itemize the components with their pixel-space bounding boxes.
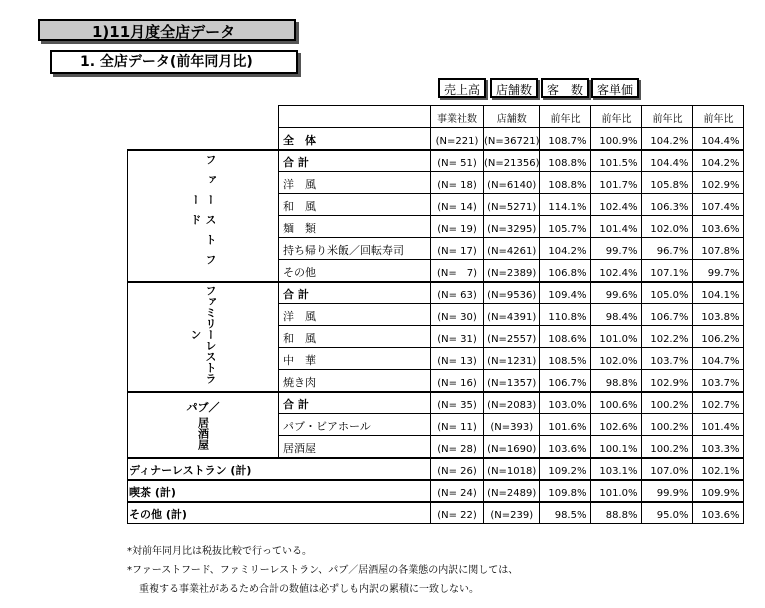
- row-label: 和 風: [279, 194, 431, 216]
- row-label: 全 体: [279, 128, 431, 150]
- cell-companies: (N= 35): [431, 392, 484, 414]
- row-label: ディナーレストラン (計): [128, 458, 431, 480]
- cell-unit-price: 103.6%: [693, 216, 744, 238]
- cell-sales: 106.7%: [540, 370, 591, 392]
- cell-unit-price: 102.1%: [693, 458, 744, 480]
- cell-stores: (N=1231): [484, 348, 540, 370]
- cell-customers: 102.0%: [642, 216, 693, 238]
- header-companies: 事業社数: [431, 106, 484, 128]
- row-label: 洋 風: [279, 172, 431, 194]
- cell-unit-price: 109.9%: [693, 480, 744, 502]
- row-label: 喫茶 (計): [128, 480, 431, 502]
- table-row: [128, 458, 744, 480]
- row-label: その他: [279, 260, 431, 282]
- cell-companies: (N= 63): [431, 282, 484, 304]
- cell-sales: 109.4%: [540, 282, 591, 304]
- cell-stores: (N=2083): [484, 392, 540, 414]
- cell-store-count: 101.7%: [591, 172, 642, 194]
- cell-store-count: 99.6%: [591, 282, 642, 304]
- footnotes: [127, 545, 518, 602]
- table-row: [128, 150, 744, 172]
- cell-customers: 102.9%: [642, 370, 693, 392]
- cell-stores: (N=9536): [484, 282, 540, 304]
- cell-store-count: 101.0%: [591, 480, 642, 502]
- group-label-line: パブ／: [186, 400, 220, 414]
- cell-customers: 106.7%: [642, 304, 693, 326]
- cell-store-count: 102.6%: [591, 414, 642, 436]
- cell-customers: 100.2%: [642, 436, 693, 458]
- row-label: 洋 風: [279, 304, 431, 326]
- cell-store-count: 102.0%: [591, 348, 642, 370]
- cell-store-count: 99.7%: [591, 238, 642, 260]
- cell-stores: (N=1357): [484, 370, 540, 392]
- cell-companies: (N= 51): [431, 150, 484, 172]
- cell-companies: (N= 18): [431, 172, 484, 194]
- cell-unit-price: 103.7%: [693, 370, 744, 392]
- cell-sales: 109.2%: [540, 458, 591, 480]
- table-row: [128, 392, 744, 414]
- cell-customers: 107.0%: [642, 458, 693, 480]
- cell-unit-price: 103.6%: [693, 502, 744, 524]
- cell-companies: (N= 11): [431, 414, 484, 436]
- cell-store-count: 98.4%: [591, 304, 642, 326]
- header-yoy-stores: 前年比: [591, 106, 642, 128]
- cell-companies: (N= 16): [431, 370, 484, 392]
- cell-store-count: 101.0%: [591, 326, 642, 348]
- cell-sales: 108.5%: [540, 348, 591, 370]
- cell-unit-price: 104.4%: [693, 128, 744, 150]
- cell-customers: 100.2%: [642, 414, 693, 436]
- footnote: 重複する事業社があるため合計の数値は必ずしも内訳の累積に一致しない。: [139, 584, 479, 595]
- row-label: 居酒屋: [279, 436, 431, 458]
- cell-stores: (N=393): [484, 414, 540, 436]
- cell-stores: (N=1690): [484, 436, 540, 458]
- row-label: 和 風: [279, 326, 431, 348]
- cell-store-count: 103.1%: [591, 458, 642, 480]
- row-label: 焼き肉: [279, 370, 431, 392]
- cell-stores: (N=6140): [484, 172, 540, 194]
- row-label: 合 計: [279, 282, 431, 304]
- cell-companies: (N= 31): [431, 326, 484, 348]
- group-label-line: 居酒屋: [196, 416, 210, 450]
- cell-store-count: 100.6%: [591, 392, 642, 414]
- cell-store-count: 98.8%: [591, 370, 642, 392]
- cell-sales: 103.6%: [540, 436, 591, 458]
- cell-stores: (N=3295): [484, 216, 540, 238]
- cell-store-count: 102.4%: [591, 194, 642, 216]
- footnote: *対前年同月比は税抜比較で行っている。: [127, 546, 312, 557]
- cell-store-count: 102.4%: [591, 260, 642, 282]
- cell-sales: 104.2%: [540, 238, 591, 260]
- cell-sales: 110.8%: [540, 304, 591, 326]
- group-label-family-restaurant: [128, 282, 279, 392]
- cell-store-count: 100.9%: [591, 128, 642, 150]
- cell-companies: (N= 24): [431, 480, 484, 502]
- cell-companies: (N= 30): [431, 304, 484, 326]
- cell-sales: 108.7%: [540, 128, 591, 150]
- cell-sales: 108.8%: [540, 150, 591, 172]
- cell-customers: 96.7%: [642, 238, 693, 260]
- cell-customers: 106.3%: [642, 194, 693, 216]
- cell-customers: 107.1%: [642, 260, 693, 282]
- cell-store-count: 100.1%: [591, 436, 642, 458]
- group-label-text: ファミリーレストラン: [189, 285, 217, 384]
- cell-companies: (N= 13): [431, 348, 484, 370]
- cell-companies: (N= 26): [431, 458, 484, 480]
- group-label-text: ファーストフード: [189, 153, 217, 274]
- cell-companies: (N= 28): [431, 436, 484, 458]
- cell-unit-price: 106.2%: [693, 326, 744, 348]
- table-row: [128, 480, 744, 502]
- group-label-pub: [128, 392, 279, 458]
- cell-sales: 101.6%: [540, 414, 591, 436]
- cell-stores: (N=239): [484, 502, 540, 524]
- cell-customers: 104.4%: [642, 150, 693, 172]
- cell-customers: 100.2%: [642, 392, 693, 414]
- cell-sales: 103.0%: [540, 392, 591, 414]
- cell-stores: (N=2557): [484, 326, 540, 348]
- footnote: *ファーストフード、ファミリーレストラン、パブ／居酒屋の各業態の内訳に関しては、: [127, 565, 519, 576]
- cell-customers: 102.2%: [642, 326, 693, 348]
- cell-stores: (N=2389): [484, 260, 540, 282]
- cell-customers: 103.7%: [642, 348, 693, 370]
- cell-companies: (N= 22): [431, 502, 484, 524]
- overall-blank: [128, 128, 279, 150]
- cell-customers: 105.0%: [642, 282, 693, 304]
- cell-companies: (N= 17): [431, 238, 484, 260]
- cell-unit-price: 107.8%: [693, 238, 744, 260]
- header-yoy-customers: 前年比: [642, 106, 693, 128]
- cell-store-count: 101.5%: [591, 150, 642, 172]
- table-row: [128, 502, 744, 524]
- metric-header-stores: 店舗数: [490, 78, 538, 98]
- cell-companies: (N=221): [431, 128, 484, 150]
- cell-store-count: 88.8%: [591, 502, 642, 524]
- cell-customers: 105.8%: [642, 172, 693, 194]
- cell-unit-price: 99.7%: [693, 260, 744, 282]
- header-blank: [128, 106, 279, 128]
- cell-sales: 106.8%: [540, 260, 591, 282]
- cell-unit-price: 102.7%: [693, 392, 744, 414]
- row-label: 持ち帰り米飯／回転寿司: [279, 238, 431, 260]
- cell-sales: 105.7%: [540, 216, 591, 238]
- cell-sales: 109.8%: [540, 480, 591, 502]
- metric-header-sales: 売上高: [438, 78, 486, 98]
- cell-unit-price: 104.2%: [693, 150, 744, 172]
- cell-unit-price: 102.9%: [693, 172, 744, 194]
- cell-stores: (N=1018): [484, 458, 540, 480]
- cell-companies: (N= 19): [431, 216, 484, 238]
- cell-stores: (N=2489): [484, 480, 540, 502]
- cell-unit-price: 104.7%: [693, 348, 744, 370]
- group-rows: [128, 150, 744, 524]
- cell-customers: 95.0%: [642, 502, 693, 524]
- row-label: その他 (計): [128, 502, 431, 524]
- row-label: 合 計: [279, 392, 431, 414]
- header-row: [128, 106, 744, 128]
- cell-sales: 98.5%: [540, 502, 591, 524]
- header-yoy-unit-price: 前年比: [693, 106, 744, 128]
- table-row: [128, 282, 744, 304]
- section-title: 1)11月度全店データ: [38, 19, 296, 41]
- cell-sales: 114.1%: [540, 194, 591, 216]
- cell-sales: 108.8%: [540, 172, 591, 194]
- metric-header-customers: 客 数: [541, 78, 589, 98]
- table-row-overall: [128, 128, 744, 150]
- cell-stores: (N=36721): [484, 128, 540, 150]
- cell-unit-price: 104.1%: [693, 282, 744, 304]
- header-yoy-sales: 前年比: [540, 106, 591, 128]
- metric-header-unit-price: 客単価: [591, 78, 639, 98]
- cell-unit-price: 103.3%: [693, 436, 744, 458]
- cell-customers: 99.9%: [642, 480, 693, 502]
- store-data-table: [127, 105, 744, 524]
- cell-unit-price: 107.4%: [693, 194, 744, 216]
- table-title: 1. 全店データ(前年同月比): [50, 50, 298, 74]
- row-label: 合 計: [279, 150, 431, 172]
- cell-stores: (N=5271): [484, 194, 540, 216]
- header-label-blank: [279, 106, 431, 128]
- cell-stores: (N=4391): [484, 304, 540, 326]
- cell-unit-price: 101.4%: [693, 414, 744, 436]
- cell-unit-price: 103.8%: [693, 304, 744, 326]
- group-label-fast-food: [128, 150, 279, 282]
- cell-customers: 104.2%: [642, 128, 693, 150]
- header-stores: 店舗数: [484, 106, 540, 128]
- cell-companies: (N= 14): [431, 194, 484, 216]
- cell-stores: (N=21356): [484, 150, 540, 172]
- row-label: パブ・ビアホール: [279, 414, 431, 436]
- cell-store-count: 101.4%: [591, 216, 642, 238]
- row-label: 中 華: [279, 348, 431, 370]
- cell-sales: 108.6%: [540, 326, 591, 348]
- row-label: 麺 類: [279, 216, 431, 238]
- cell-companies: (N= 7): [431, 260, 484, 282]
- cell-stores: (N=4261): [484, 238, 540, 260]
